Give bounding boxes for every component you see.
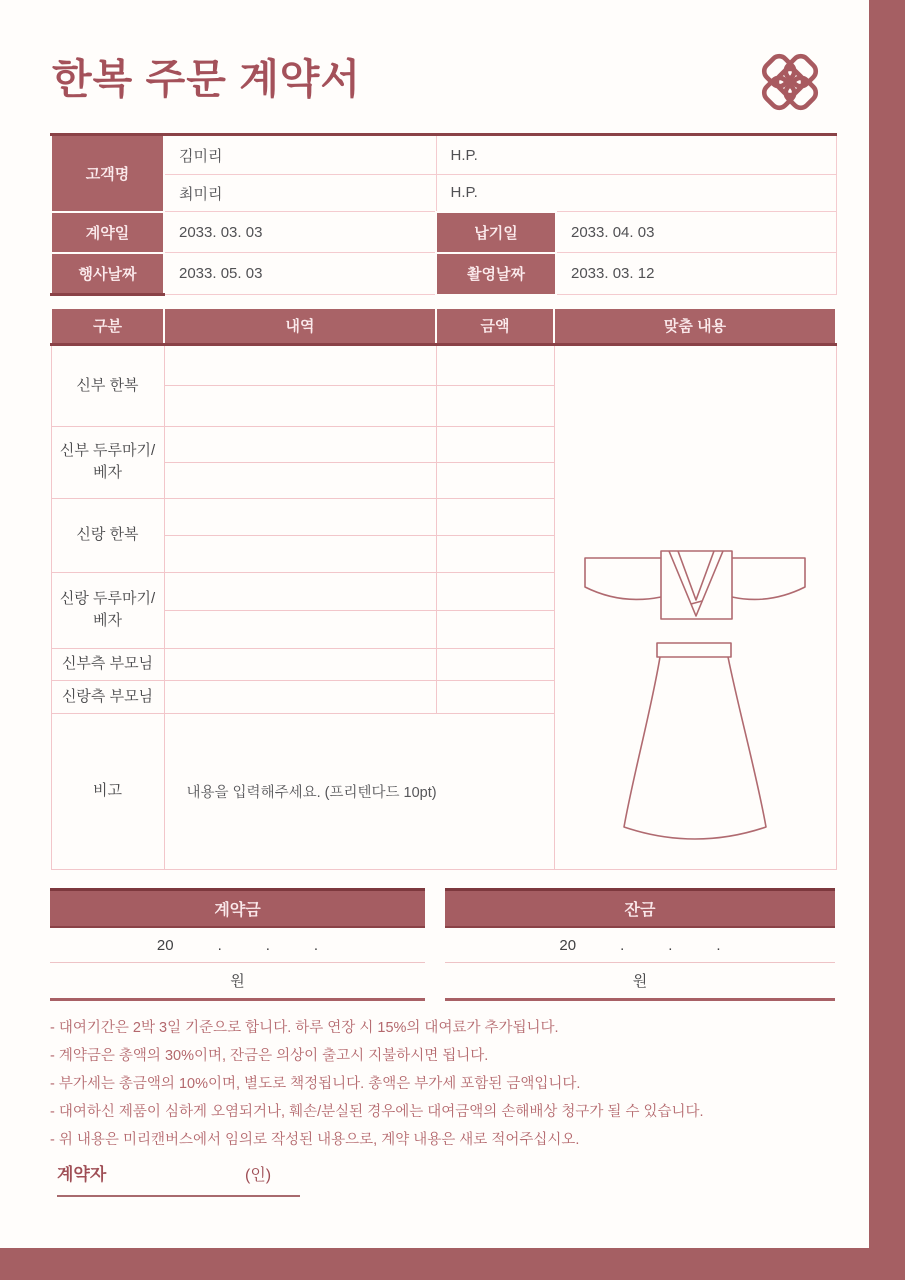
deposit-date-field[interactable]: 20 . . . bbox=[50, 928, 425, 963]
detail-input-cell[interactable] bbox=[164, 426, 436, 462]
term-item: - 대여하신 제품이 심하게 오염되거나, 훼손/분실된 경우에는 대여금액의 손해배상 청구가 될 수 있습니다. bbox=[50, 1104, 704, 1120]
contract-date-value[interactable]: 2033. 03. 03 bbox=[164, 212, 436, 253]
bottom-accent-bar bbox=[0, 1248, 905, 1280]
delivery-date-value[interactable]: 2033. 04. 03 bbox=[556, 212, 836, 253]
detail-input-cell[interactable] bbox=[164, 498, 436, 535]
balance-year-prefix: 20 bbox=[559, 936, 577, 954]
customer-name-2[interactable]: 최미리 bbox=[164, 175, 436, 212]
col-header-amount: 금액 bbox=[436, 308, 554, 344]
seal-label: (인) bbox=[245, 1167, 272, 1184]
deposit-header: 계약금 bbox=[50, 888, 425, 928]
balance-header: 잔금 bbox=[445, 888, 835, 928]
balance-box bbox=[445, 888, 835, 1001]
detail-input-cell[interactable] bbox=[164, 462, 436, 498]
remarks-input-cell[interactable]: 내용을 입력해주세요. (프리텐다드 10pt) bbox=[164, 713, 554, 869]
deposit-box bbox=[50, 888, 425, 1001]
fit-content-cell[interactable] bbox=[554, 344, 836, 869]
amount-input-cell[interactable] bbox=[436, 680, 554, 713]
korean-knot-icon bbox=[748, 42, 832, 122]
category-bride-parents: 신부측 부모님 bbox=[51, 648, 164, 680]
detail-input-cell[interactable] bbox=[164, 385, 436, 426]
payment-section bbox=[50, 888, 835, 1001]
deposit-year-prefix: 20 bbox=[156, 936, 174, 954]
balance-amount-field[interactable]: 원 bbox=[445, 963, 835, 1001]
shoot-date-label: 촬영날짜 bbox=[436, 253, 556, 295]
category-bride-hanbok: 신부 한복 bbox=[51, 344, 164, 426]
customer-name-label: 고객명 bbox=[51, 135, 164, 212]
category-bride-durumagi: 신부 두루마기/베자 bbox=[51, 426, 164, 498]
amount-input-cell[interactable] bbox=[436, 648, 554, 680]
detail-input-cell[interactable] bbox=[164, 648, 436, 680]
amount-input-cell[interactable] bbox=[436, 498, 554, 535]
amount-input-cell[interactable] bbox=[436, 462, 554, 498]
amount-input-cell[interactable] bbox=[436, 535, 554, 572]
customer-info-table bbox=[50, 133, 837, 296]
amount-input-cell[interactable] bbox=[436, 385, 554, 426]
customer-name-1[interactable]: 김미리 bbox=[164, 135, 436, 175]
col-header-details: 내역 bbox=[164, 308, 436, 344]
order-table bbox=[50, 307, 837, 870]
customer-phone-1[interactable]: H.P. bbox=[436, 135, 836, 175]
amount-input-cell[interactable] bbox=[436, 426, 554, 462]
event-date-value[interactable]: 2033. 05. 03 bbox=[164, 253, 436, 295]
page-title: 한복 주문 계약서 bbox=[52, 56, 362, 102]
detail-input-cell[interactable] bbox=[164, 572, 436, 610]
shoot-date-value[interactable]: 2033. 03. 12 bbox=[556, 253, 836, 295]
category-remarks: 비고 bbox=[51, 713, 164, 869]
category-groom-hanbok: 신랑 한복 bbox=[51, 498, 164, 572]
balance-date-field[interactable]: 20 . . . bbox=[445, 928, 835, 963]
term-item: - 대여기간은 2박 3일 기준으로 합니다. 하루 연장 시 15%의 대여료가 추가됩니다. bbox=[50, 1020, 559, 1036]
detail-input-cell[interactable] bbox=[164, 535, 436, 572]
terms-list bbox=[50, 1014, 835, 1154]
amount-input-cell[interactable] bbox=[436, 344, 554, 385]
customer-phone-2[interactable]: H.P. bbox=[436, 175, 836, 212]
hanbok-illustration bbox=[575, 541, 815, 847]
delivery-date-label: 납기일 bbox=[436, 212, 556, 253]
right-accent-bar bbox=[869, 0, 905, 1280]
term-item: - 부가세는 총금액의 10%이며, 별도로 책정됩니다. 총액은 부가세 포함된 금액입니다. bbox=[50, 1076, 581, 1092]
category-groom-parents: 신랑측 부모님 bbox=[51, 680, 164, 713]
signature-line[interactable] bbox=[57, 1160, 300, 1197]
amount-input-cell[interactable] bbox=[436, 572, 554, 610]
detail-input-cell[interactable] bbox=[164, 680, 436, 713]
term-item: - 위 내용은 미리캔버스에서 임의로 작성된 내용으로, 계약 내용은 새로 적어주십시오. bbox=[50, 1132, 580, 1148]
col-header-fit: 맞춤 내용 bbox=[554, 308, 836, 344]
category-groom-durumagi: 신랑 두루마기/베자 bbox=[51, 572, 164, 648]
detail-input-cell[interactable] bbox=[164, 344, 436, 385]
contractor-label: 계약자 bbox=[57, 1165, 107, 1184]
amount-input-cell[interactable] bbox=[436, 610, 554, 648]
event-date-label: 행사날짜 bbox=[51, 253, 164, 295]
deposit-amount-field[interactable]: 원 bbox=[50, 963, 425, 1001]
contract-date-label: 계약일 bbox=[51, 212, 164, 253]
col-header-category: 구분 bbox=[51, 308, 164, 344]
detail-input-cell[interactable] bbox=[164, 610, 436, 648]
term-item: - 계약금은 총액의 30%이며, 잔금은 의상이 출고시 지불하시면 됩니다. bbox=[50, 1048, 489, 1064]
